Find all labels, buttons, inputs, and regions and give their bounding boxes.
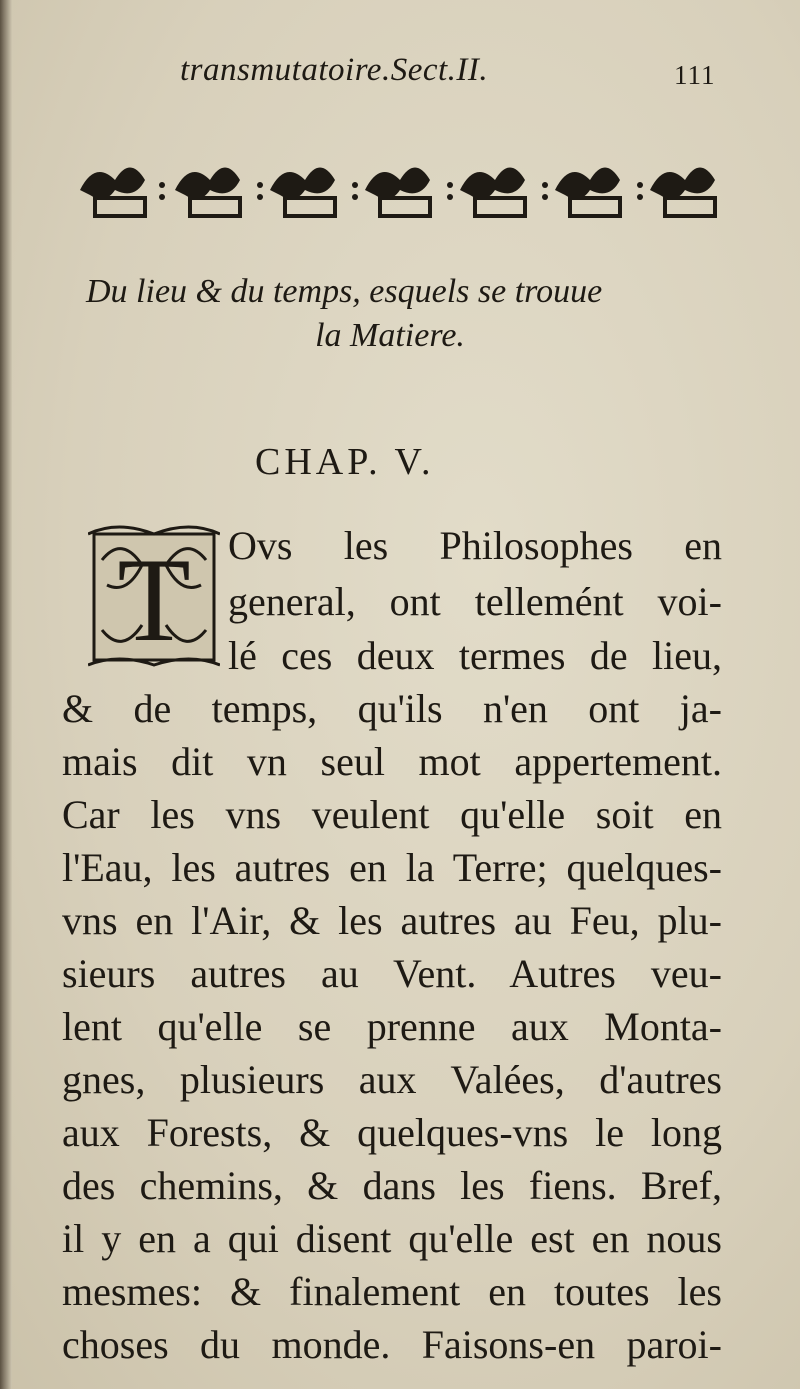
text-line: general, ont tellemént voi- <box>228 579 722 624</box>
ornament-flourish <box>80 168 145 217</box>
text-line: mais dit vn seul mot appertement. <box>62 739 722 784</box>
text-line: gnes, plusieurs aux Valées, d'autres <box>62 1057 722 1102</box>
text-line: choses du monde. Faisons-en paroi- <box>62 1322 722 1367</box>
ornament-flourish <box>175 168 240 217</box>
chapter-title <box>70 270 750 358</box>
text-line: il y en a qui disent qu'elle est en nous <box>62 1216 722 1261</box>
ornament-flourish <box>365 168 430 217</box>
running-head: transmutatoire.Sect.II. <box>180 52 489 88</box>
text-line: mesmes: & finalement en toutes les <box>62 1269 722 1314</box>
ornament-flourish <box>650 168 715 217</box>
chapter-heading: CHAP. V. <box>255 441 435 483</box>
ornament-flourish <box>555 168 620 217</box>
text-line: des chemins, & dans les fiens. Bref, <box>62 1163 722 1208</box>
text-line: Ovs les Philosophes en <box>228 523 722 568</box>
ornament-band <box>70 150 725 220</box>
text-line: aux Forests, & quelques-vns le long <box>62 1110 722 1155</box>
title-line: la Matiere. <box>315 317 465 354</box>
text-line: l'Eau, les autres en la Terre; quelques- <box>62 845 722 890</box>
decorated-initial <box>88 520 220 668</box>
ornament-flourish <box>270 168 335 217</box>
drop-cap-letter: T <box>117 533 191 666</box>
text-line: Car les vns veulent qu'elle soit en <box>62 792 722 837</box>
text-line: vns en l'Air, & les autres au Feu, plu- <box>62 898 722 943</box>
text-line: lent qu'elle se prenne aux Monta- <box>62 1004 722 1049</box>
page-number: 111 <box>674 60 716 90</box>
ornament-flourish <box>460 168 525 217</box>
text-line: lé ces deux termes de lieu, <box>228 633 722 678</box>
title-line: Du lieu & du temps, esquels se trouue <box>86 273 603 310</box>
text-line: & de temps, qu'ils n'en ont ja- <box>62 686 722 731</box>
text-line: sieurs autres au Vent. Autres veu- <box>62 951 722 996</box>
page-gutter <box>0 0 12 1389</box>
